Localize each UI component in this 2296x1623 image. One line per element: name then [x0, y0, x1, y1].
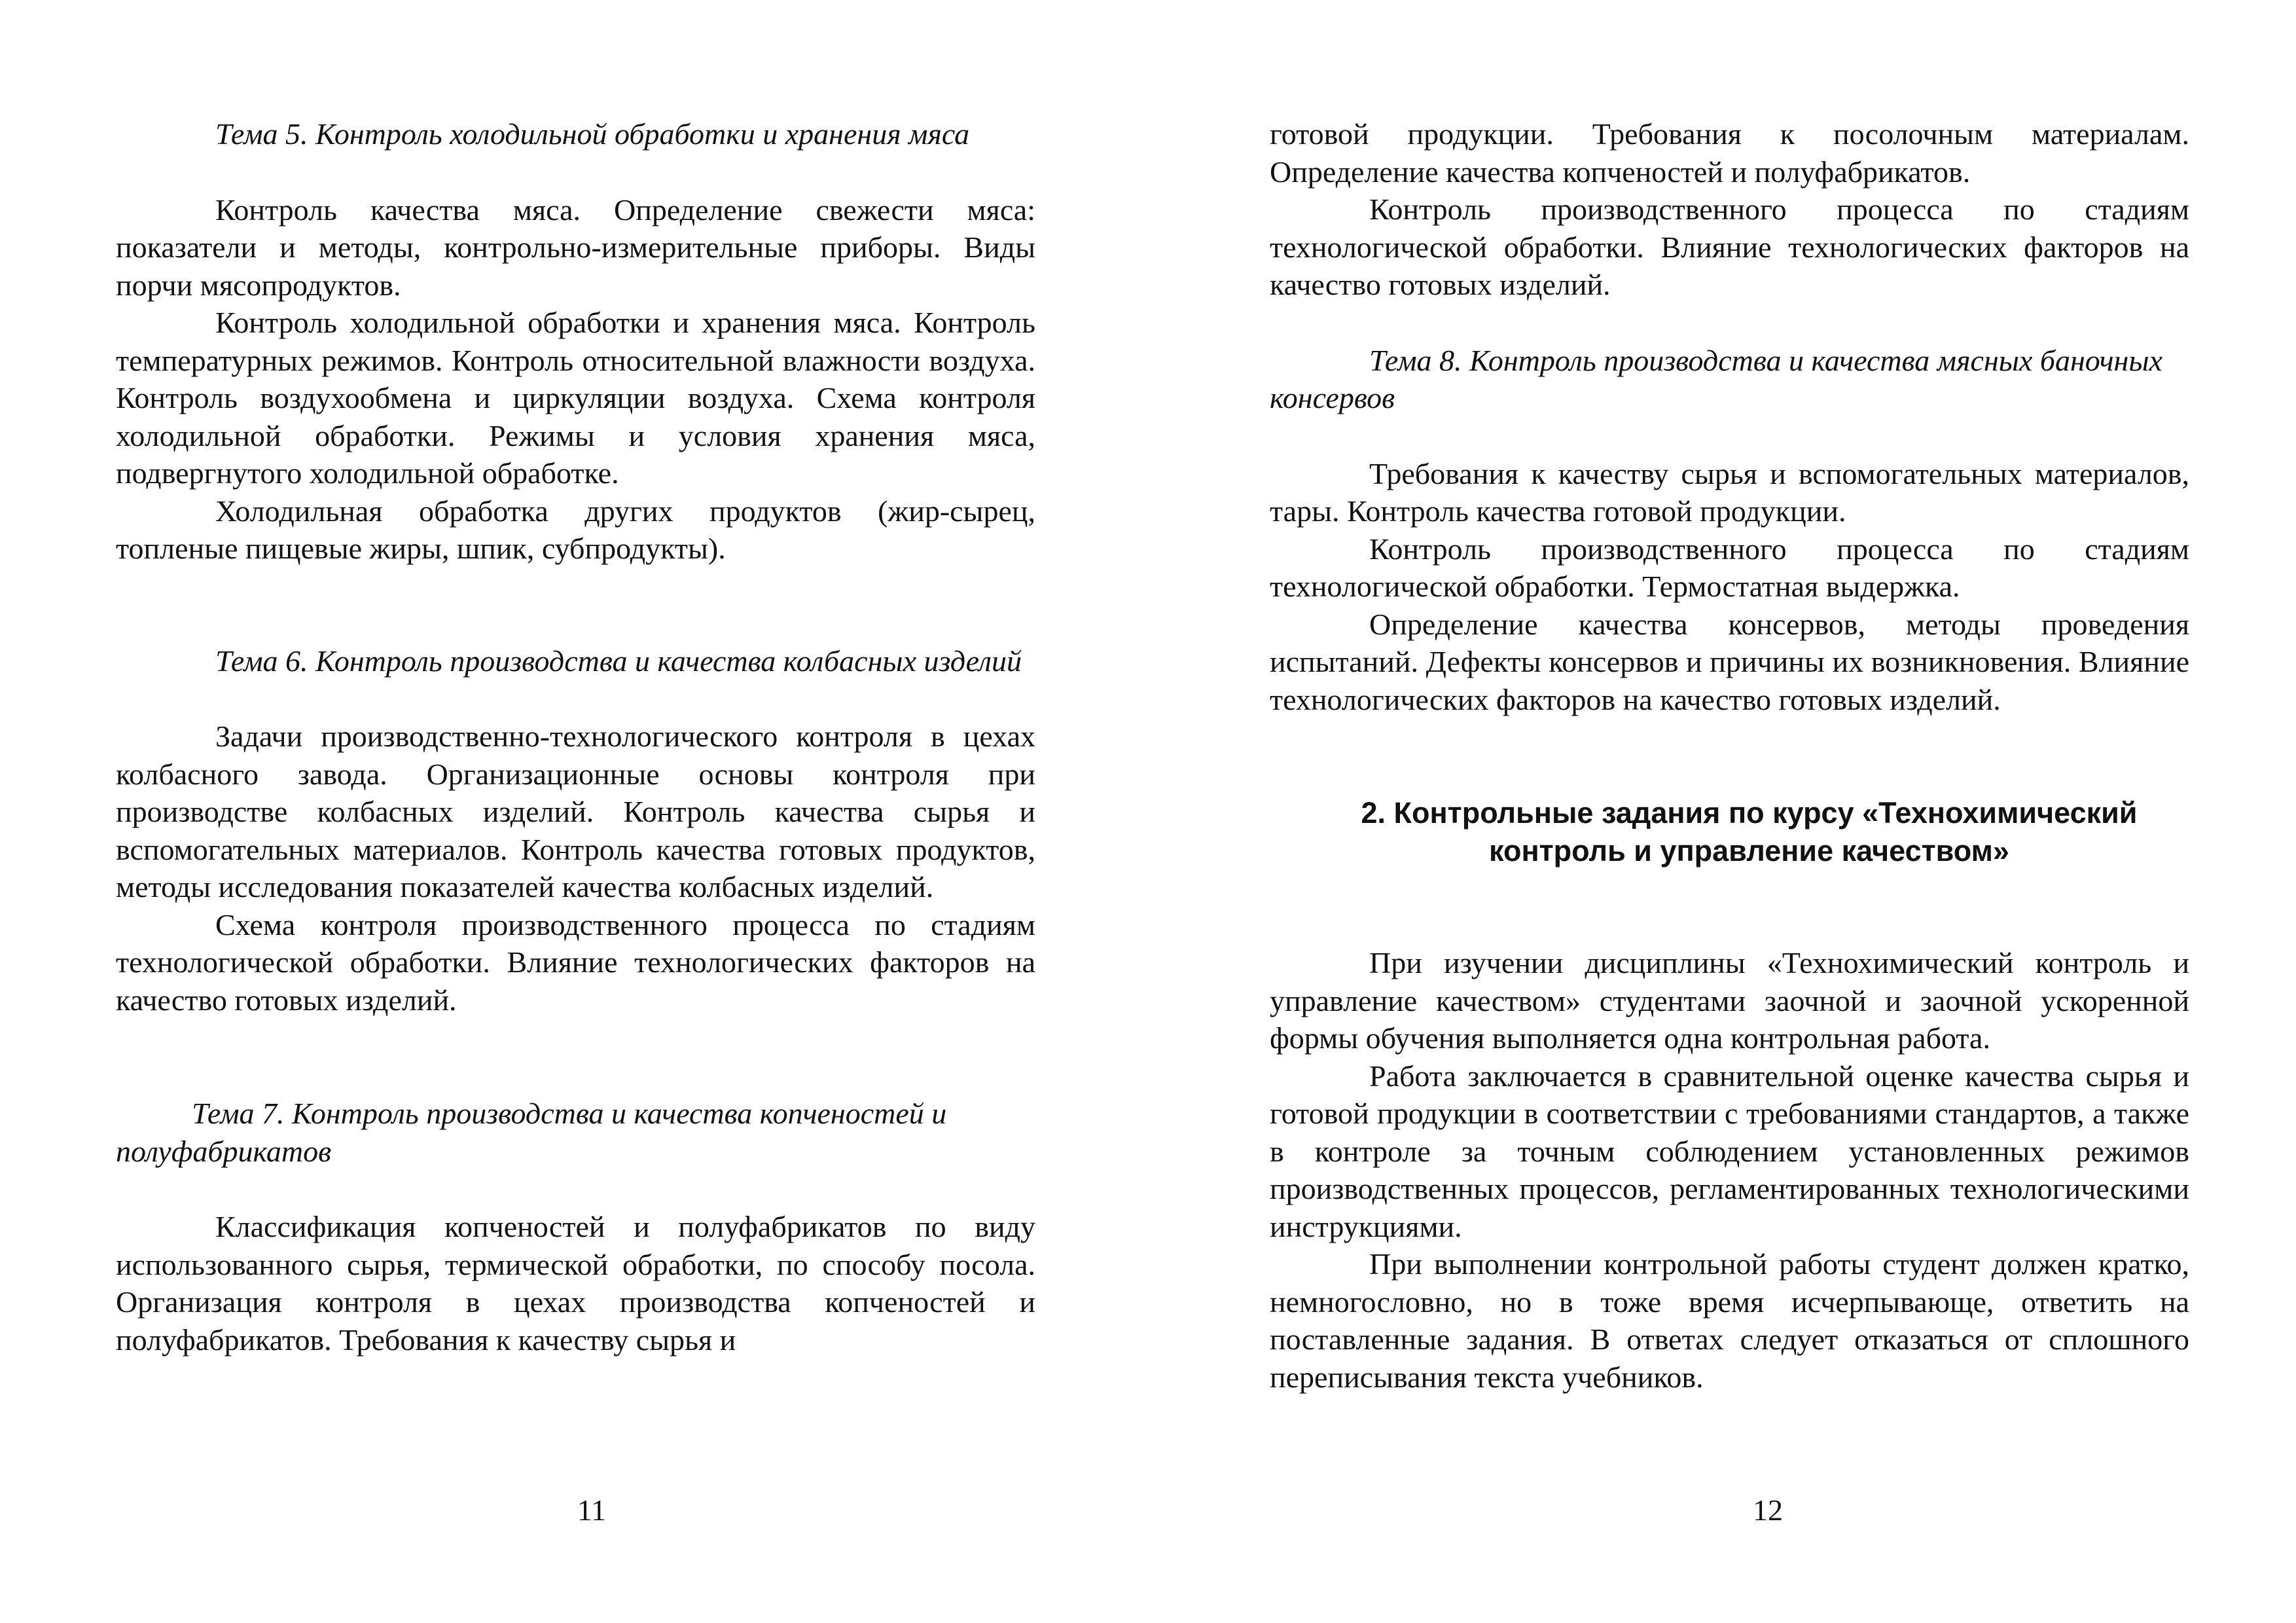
section2-title-line: 2. Контрольные задания по курсу «Технохимический [1361, 796, 2138, 830]
topic8-title: Тема 8. Контроль производства и качества мясных баночных консервов [1270, 343, 2162, 414]
topic7-continuation: готовой продукции. Требования к посолочным материалам. Определение качества копченостей и полуфабрикатов. [1270, 117, 2189, 189]
topic6-title: Тема 6. Контроль производства и качества колбасных изделий [215, 644, 1022, 678]
topic7-paragraph: Контроль производственного процесса по стадиям технологической обработки. Влияние технологических факторов на качество готовых изделий. [1270, 192, 2189, 301]
topic7-title: Тема 7. Контроль производства и качества копченостей и полуфабрикатов [116, 1097, 947, 1168]
topic5-paragraph: Холодильная обработка других продуктов (жир-сырец, топленые пищевые жиры, шпик, субпродукты). [116, 494, 1035, 565]
page-number: 11 [577, 1493, 607, 1527]
topic6-paragraph: Схема контроля производственного процесса по стадиям технологической обработки. Влияние технологических факторов на качество готовых изделий. [116, 907, 1035, 1017]
right-page-text [1270, 115, 2189, 1396]
left-page-text [116, 115, 1035, 1359]
topic7-paragraph: Классификация копченостей и полуфабрикатов по виду использованного сырья, термической обработки, по способу посола. Организация контроля в цехах производства копченостей и полуфабрикатов. Требования к качеству сырья и [116, 1210, 1035, 1357]
section2-title-line: контроль и управление качеством» [1489, 833, 2009, 867]
topic5-paragraph: Контроль качества мяса. Определение свежести мяса: показатели и методы, контрольно-измерительные приборы. Виды порчи мясопродуктов. [116, 192, 1035, 302]
topic5-title: Тема 5. Контроль холодильной обработки и хранения мяса [215, 117, 970, 151]
topic8-paragraph: Контроль производственного процесса по стадиям технологической обработки. Термостатная выдержка. [1270, 532, 2189, 603]
section2-paragraph: При выполнении контрольной работы студент должен кратко, немногословно, но в тоже время исчерпывающе, ответить на поставленные задания. В ответах следует отказаться от сплошного переписывания текста учебников. [1270, 1247, 2189, 1394]
page-number: 12 [1753, 1493, 1783, 1527]
topic8-paragraph: Требования к качеству сырья и вспомогательных материалов, тары. Контроль качества готовой продукции. [1270, 456, 2189, 528]
topic5-paragraph: Контроль холодильной обработки и хранения мяса. Контроль температурных режимов. Контроль относительной влажности воздуха. Контроль воздухообмена и циркуляции воздуха. Схема контроля холодильной обработки. Режимы и условия хранения мяса, подвергнутого холодильной обработке. [116, 306, 1035, 490]
right-page [1148, 0, 2296, 1623]
section2-paragraph: Работа заключается в сравнительной оценке качества сырья и готовой продукции в соответствии с требованиями стандартов, а также в контроле за точным соблюдением установленных режимов производственных процессов, регламентированных технологическими инструкциями. [1270, 1059, 2189, 1243]
topic6-paragraph: Задачи производственно-технологического контроля в цехах колбасного завода. Организационные основы контроля при производстве колбасных изделий. Контроль качества сырья и вспомогательных материалов. Контроль качества готовых продуктов, методы исследования показателей качества колбасных изделий. [116, 720, 1035, 903]
section2-paragraph: При изучении дисциплины «Технохимический контроль и управление качеством» студентами заочной и заочной ускоренной формы обучения выполняется одна контрольная работа. [1270, 946, 2189, 1055]
section2-title [1270, 794, 2189, 869]
topic8-paragraph: Определение качества консервов, методы проведения испытаний. Дефекты консервов и причины их возникновения. Влияние технологических факторов на качество готовых изделий. [1270, 607, 2189, 716]
